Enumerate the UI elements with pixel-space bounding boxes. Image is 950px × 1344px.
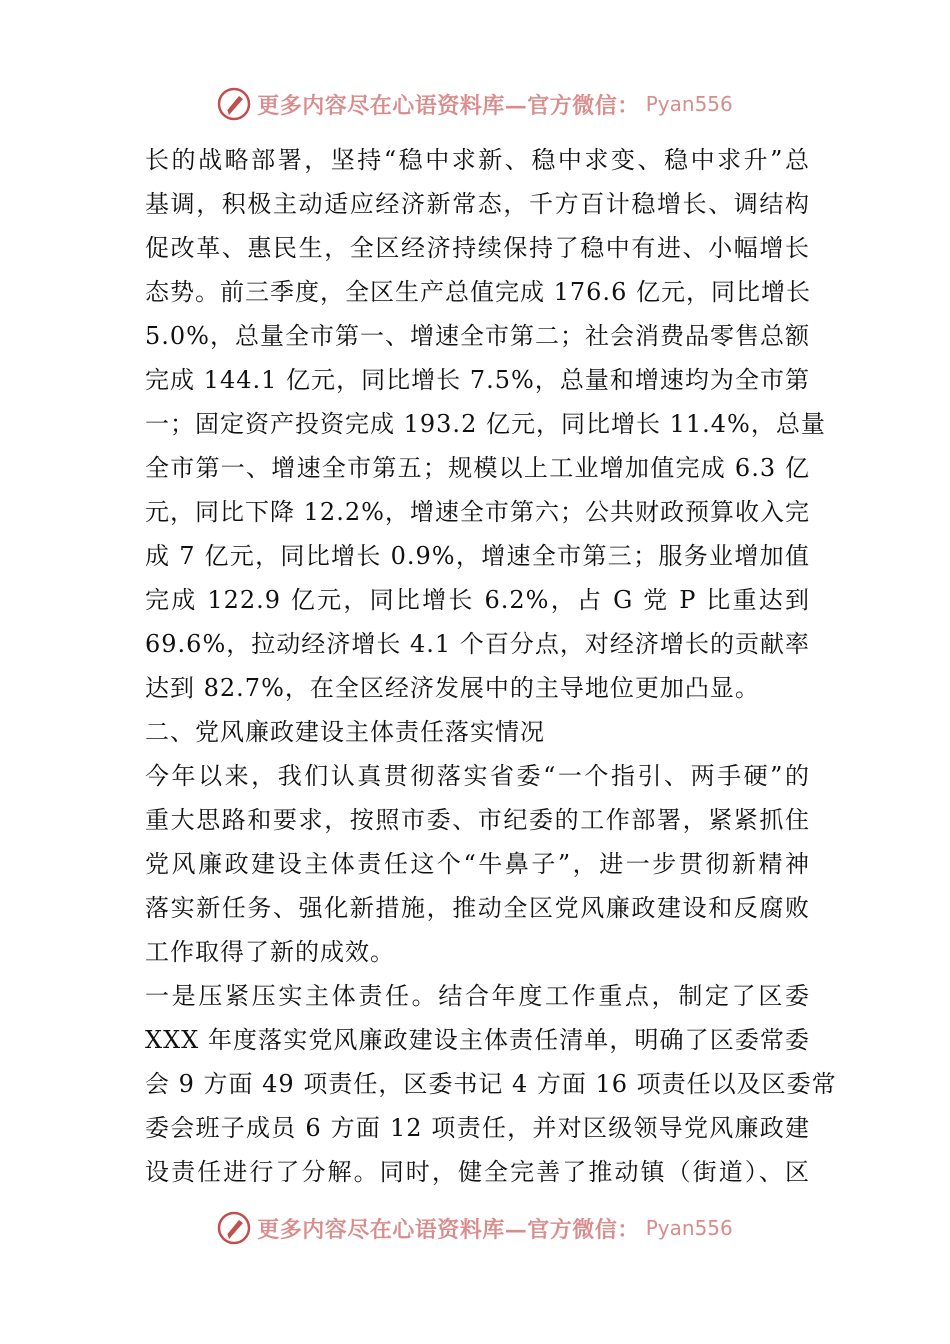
- body-line: 完成 122.9 亿元，同比增长 6.2%，占 G 党 P 比重达到: [145, 586, 810, 614]
- footer-watermark: [0, 1208, 950, 1248]
- body-line: 委会班子成员 6 方面 12 项责任，并对区级领导党风廉政建: [145, 1114, 810, 1142]
- body-line: 一是压紧压实主体责任。结合年度工作重点，制定了区委: [145, 982, 810, 1010]
- body-line: 促改革、惠民生，全区经济持续保持了稳中有进、小幅增长: [145, 234, 810, 262]
- body-line: 69.6%，拉动经济增长 4.1 个百分点，对经济增长的贡献率: [145, 630, 810, 658]
- pen-logo-icon: [217, 1211, 251, 1245]
- pen-logo-icon: [217, 87, 251, 121]
- body-line: 完成 144.1 亿元，同比增长 7.5%，总量和增速均为全市第: [145, 366, 810, 394]
- body-line: XXX 年度落实党风廉政建设主体责任清单，明确了区委常委: [145, 1026, 810, 1054]
- body-line: 长的战略部署，坚持“稳中求新、稳中求变、稳中求升”总: [145, 146, 810, 174]
- body-line: 全市第一、增速全市第五；规模以上工业增加值完成 6.3 亿: [145, 454, 810, 482]
- body-line: 元，同比下降 12.2%，增速全市第六；公共财政预算收入完: [145, 498, 810, 526]
- watermark-wechat-id: Pyan556: [645, 1216, 733, 1240]
- body-line: 态势。前三季度，全区生产总值完成 176.6 亿元，同比增长: [145, 278, 811, 306]
- header-watermark: [0, 84, 950, 124]
- watermark-wechat-id: Pyan556: [645, 92, 733, 116]
- body-line: 重大思路和要求，按照市委、市纪委的工作部署，紧紧抓住: [145, 806, 810, 834]
- body-line: 5.0%，总量全市第一、增速全市第二；社会消费品零售总额: [145, 322, 810, 350]
- body-line: 工作取得了新的成效。: [145, 938, 395, 966]
- body-line: 党风廉政建设主体责任这个“牛鼻子”，进一步贯彻新精神: [145, 850, 810, 878]
- section-heading: 二、党风廉政建设主体责任落实情况: [145, 718, 545, 746]
- body-line: 今年以来，我们认真贯彻落实省委“一个指引、两手硬”的: [145, 762, 810, 790]
- body-line: 落实新任务、强化新措施，推动全区党风廉政建设和反腐败: [145, 894, 810, 922]
- body-line: 成 7 亿元，同比增长 0.9%，增速全市第三；服务业增加值: [145, 542, 810, 570]
- body-line: 设责任进行了分解。同时，健全完善了推动镇（街道）、区: [145, 1158, 810, 1186]
- watermark-text: 更多内容尽在心语资料库—官方微信：: [257, 92, 640, 119]
- body-line: 一；固定资产投资完成 193.2 亿元，同比增长 11.4%，总量: [145, 410, 826, 438]
- watermark-text: 更多内容尽在心语资料库—官方微信：: [257, 1216, 640, 1243]
- body-line: 会 9 方面 49 项责任，区委书记 4 方面 16 项责任以及区委常: [145, 1070, 837, 1098]
- document-body: [145, 138, 837, 1194]
- body-line: 达到 82.7%，在全区经济发展中的主导地位更加凸显。: [145, 674, 760, 702]
- body-line: 基调，积极主动适应经济新常态，千方百计稳增长、调结构: [145, 190, 810, 218]
